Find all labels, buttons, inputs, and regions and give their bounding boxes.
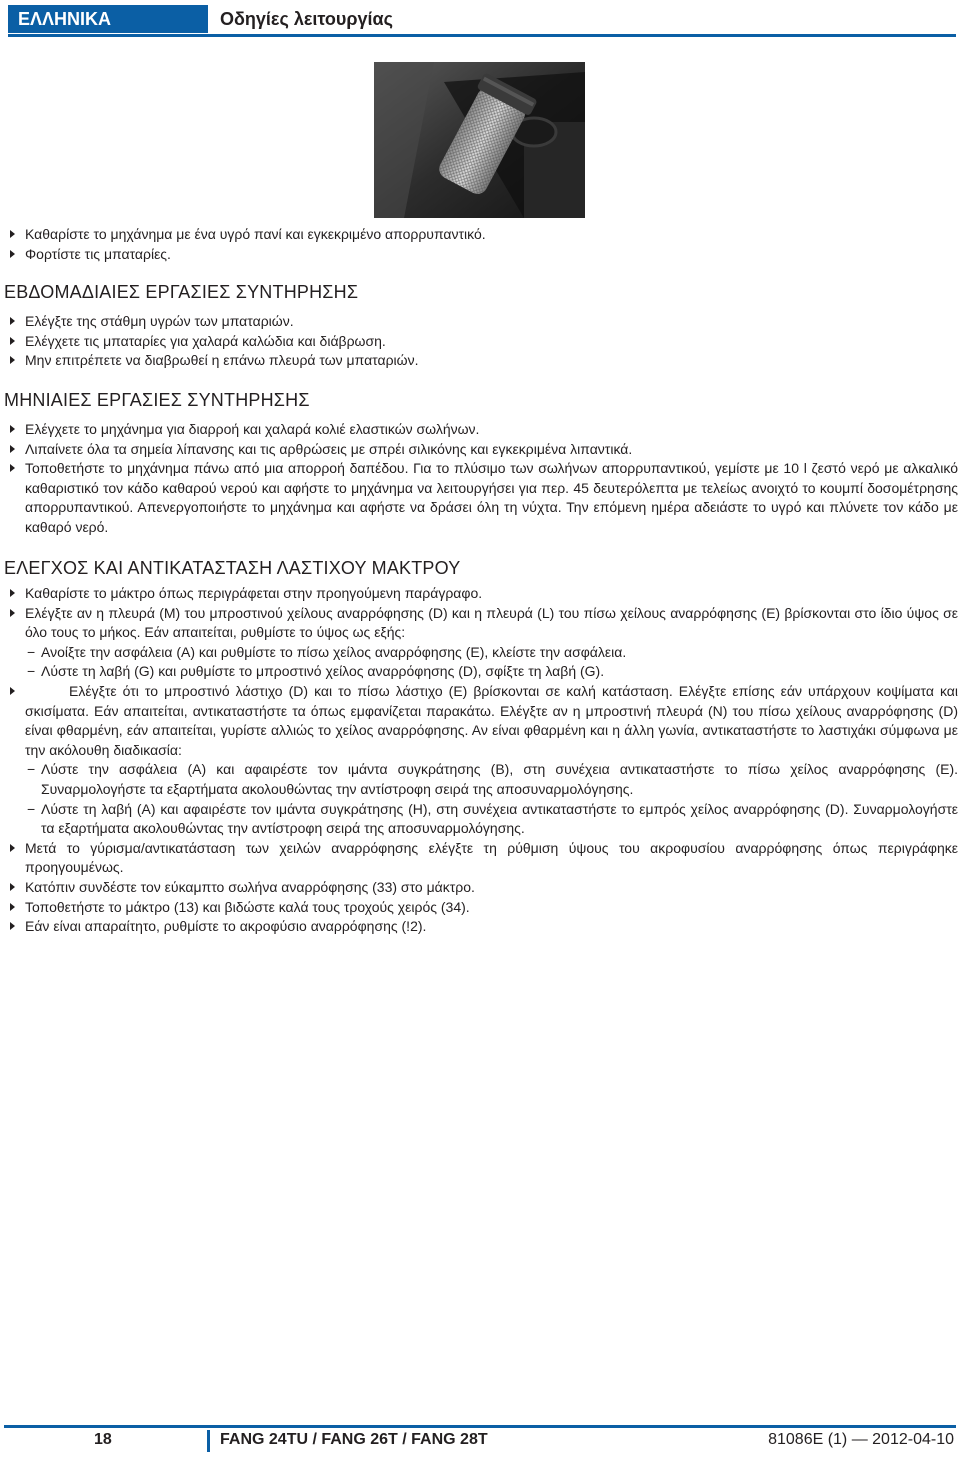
bullet-arrow-icon — [10, 250, 15, 258]
footer-rule — [4, 1425, 956, 1428]
list-item: Ελέγξτε αν η πλευρά (M) του μπροστινού χείλους αναρρόφησης (D) και η πλευρά (L) του πίσω χείλους αναρρόφησης (E) βρίσκονται στο ίδιο ύψος σε όλο τους το μήκος. Εάν απαιτείται, ρυθμίστε το ύψος ως εξής: — [2, 604, 958, 643]
bullet-arrow-icon — [10, 317, 15, 325]
header-rule — [8, 34, 956, 37]
intro-list — [0, 225, 960, 264]
bullet-arrow-icon — [10, 609, 15, 617]
list-item: Μην επιτρέπετε να διαβρωθεί η επάνω πλευρά των μπαταριών. — [2, 351, 958, 371]
bullet-arrow-icon — [10, 337, 15, 345]
list-item: Ελέγχετε τις μπαταρίες για χαλαρά καλώδια και διάβρωση. — [2, 332, 958, 352]
list-item: Εάν είναι απαραίτητο, ρυθμίστε το ακροφύσιο αναρρόφησης (!2). — [2, 917, 958, 937]
bullet-arrow-icon — [10, 230, 15, 238]
list-subitem: − Λύστε την ασφάλεια (A) και αφαιρέστε τον ιμάντα συγκράτησης (B), στη συνέχεια αντικαταστήστε το πίσω χείλος αναρρόφησης (E). Συναρμολογήστε τα εξαρτήματα ακολουθώντας την αντίστροφη σειρά της αποσυναρμολόγησης. — [27, 761, 958, 797]
list-item: Τοποθετήστε το μηχάνημα πάνω από μια απορροή δαπέδου. Για το πλύσιμο των σωλήνων απορρυπαντικού, γεμίστε με 10 l ζεστό νερό με αλκαλικό καθαριστικό τον κάδο καθαρού νερού και αφήστε το μηχάνημα να λειτουργήσει για περ. 45 δευτερόλεπτα με τελείως ανοιχτό το κουμπί δοσομέτρησης απορρυπαντικού. Απενεργοποιήστε το μηχάνημα και αφήστε να δράσει όλη τη νύχτα. Την επόμενη ημέρα αδειάστε το υγρό και πλύνετε τον κάδο με καθαρό νερό. — [2, 459, 958, 537]
bullet-arrow-icon — [10, 445, 15, 453]
list-item: Ελέγξτε της στάθμη υγρών των μπαταριών. — [2, 312, 958, 332]
bullet-arrow-icon — [10, 903, 15, 911]
model-name: FANG 24TU / FANG 26T / FANG 28T — [220, 1431, 488, 1448]
weekly-section — [0, 281, 960, 371]
section-title-monthly: ΜΗΝΙΑΙΕΣ ΕΡΓΑΣΙΕΣ ΣΥΝΤΗΡΗΣΗΣ — [4, 390, 310, 410]
list-subitem: − Ανοίξτε την ασφάλεια (A) και ρυθμίστε το πίσω χείλος αναρρόφησης (E), κλείστε την ασφάλεια. — [27, 643, 627, 660]
section-title-squeegee: ΕΛΕΓΧΟΣ ΚΑΙ ΑΝΤΙΚΑΤΑΣΤΑΣΗ ΛΑΣΤΙΧΟΥ ΜΑΚΤΡΟΥ — [4, 558, 461, 578]
language-tab: ΕΛΛΗΝΙΚΑ — [8, 5, 208, 33]
list-item: Μετά το γύρισμα/αντικατάσταση των χειλών αναρρόφησης ελέγξτε τη ρύθμιση ύψους του ακροφυσίου αναρρόφησης όπως περιγράφηκε προηγουμένως. — [2, 839, 958, 878]
bullet-arrow-icon — [10, 844, 15, 852]
section-title-weekly: ΕΒΔΟΜΑΔΙΑΙΕΣ ΕΡΓΑΣΙΕΣ ΣΥΝΤΗΡΗΣΗΣ — [4, 282, 359, 302]
footer-separator — [207, 1430, 210, 1452]
bullet-arrow-icon — [10, 425, 15, 433]
bullet-arrow-icon — [10, 687, 15, 695]
list-item: Τοποθετήστε το μάκτρο (13) και βιδώστε καλά τους τροχούς χειρός (34). — [2, 898, 958, 918]
list-subitem: − Λύστε τη λαβή (G) και ρυθμίστε το μπροστινό χείλος αναρρόφησης (D), σφίξτε τη λαβή (G). — [27, 663, 605, 680]
list-item: Φορτίστε τις μπαταρίες. — [2, 245, 958, 265]
page-header — [8, 5, 956, 35]
filter-photo — [374, 62, 585, 218]
list-item: Ελέγξτε ότι το μπροστινό λάστιχο (D) και το πίσω λάστιχο (E) βρίσκονται σε καλή κατάσταση. Ελέγξτε επίσης εάν υπάρχουν κοψίματα και σκισίματα. Εάν απαιτείται, αντικαταστήστε τα όπως εμφανίζεται παρακάτω. Ελέγξτε αν η μπροστινή πλευρά (N) του πίσω χείλους αναρρόφησης (D) είναι φθαρμένη, εάν απαιτείται, γυρίστε αλλιώς το χείλος αναρρόφησης. Αν είναι φθαρμένη και η άλλη γωνία, αντικαταστήστε το λαστιχάκι σύμφωνα με την ακόλουθη διαδικασία: — [2, 682, 958, 760]
page-number: 18 — [94, 1431, 112, 1448]
list-item: Ελέγχετε το μηχάνημα για διαρροή και χαλαρά κολιέ ελαστικών σωλήνων. — [2, 420, 958, 440]
list-item: Λιπαίνετε όλα τα σημεία λίπανσης και τις αρθρώσεις με σπρέι σιλικόνης και εγκεκριμένα λιπαντικά. — [2, 440, 958, 460]
squeegee-section — [0, 557, 960, 937]
header-title: Οδηγίες λειτουργίας — [220, 9, 393, 29]
list-item: Καθαρίστε το μάκτρο όπως περιγράφεται στην προηγούμενη παράγραφο. — [2, 584, 958, 604]
bullet-arrow-icon — [10, 883, 15, 891]
document-reference: 81086E (1) — 2012-04-10 — [768, 1431, 954, 1448]
bullet-arrow-icon — [10, 356, 15, 364]
bullet-arrow-icon — [10, 589, 15, 597]
bullet-arrow-icon — [10, 922, 15, 930]
list-item: Κατόπιν συνδέστε τον εύκαμπτο σωλήνα αναρρόφησης (33) στο μάκτρο. — [2, 878, 958, 898]
bullet-arrow-icon — [10, 464, 15, 472]
monthly-section — [0, 389, 960, 538]
list-item: Καθαρίστε το μηχάνημα με ένα υγρό πανί και εγκεκριμένο απορρυπαντικό. — [2, 225, 958, 245]
list-subitem: − Λύστε τη λαβή (A) και αφαιρέστε τον ιμάντα συγκράτησης (H), στη συνέχεια αντικαταστήστε το εμπρός χείλος αναρρόφησης (D). Συναρμολογήστε τα εξαρτήματα ακολουθώντας την αντίστροφη σειρά της αποσυναρμολόγησης. — [27, 800, 958, 837]
